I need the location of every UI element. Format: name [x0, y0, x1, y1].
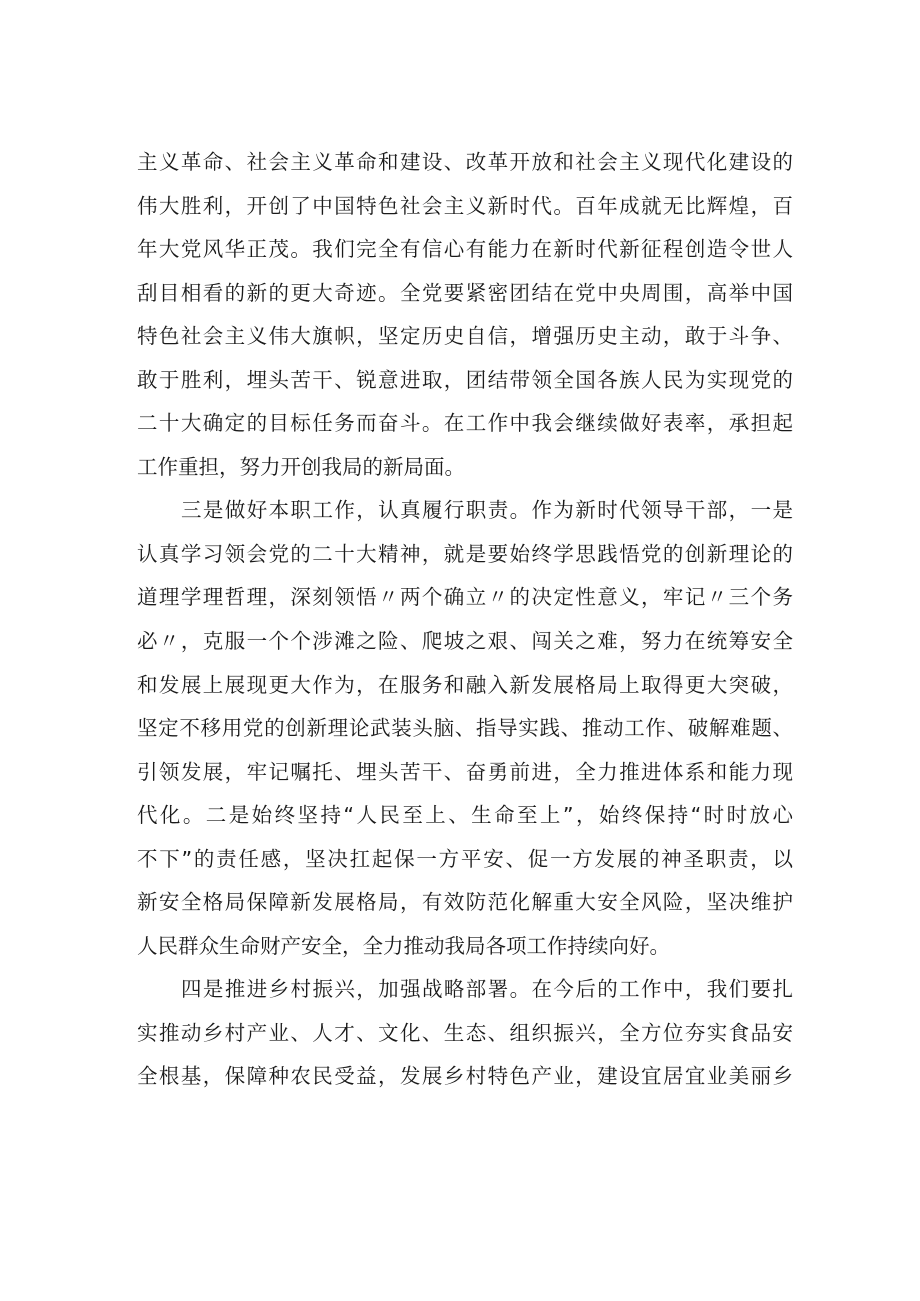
- text-line: 工作重担，努力开创我局的新局面。: [137, 454, 465, 479]
- text-line: 四是推进乡村振兴，加强战略部署。在今后的工作中，我们要扎: [181, 977, 793, 1002]
- paragraph-1: [137, 141, 793, 489]
- text-line: 必〃，克服一个个涉滩之险、爬坡之艰、闯关之难，努力在统筹安全: [137, 629, 793, 654]
- text-line: 道理学理哲理，深刻领悟〃两个确立〃的决定性意义，牢记〃三个务: [137, 585, 793, 610]
- text-line: 不下”的责任感，坚决扛起保一方平安、促一方发展的神圣职责，以: [137, 846, 793, 871]
- document-page: [137, 141, 793, 1099]
- text-line: 伟大胜利，开创了中国特色社会主义新时代。百年成就无比辉煌，百: [137, 193, 793, 218]
- text-line: 全根基，保障种农民受益，发展乡村特色产业，建设宜居宜业美丽乡: [137, 1064, 793, 1089]
- text-line: 年大党风华正茂。我们完全有信心有能力在新时代新征程创造令世人: [137, 237, 793, 262]
- text-line: 人民群众生命财产安全，全力推动我局各项工作持续向好。: [137, 933, 670, 958]
- text-line: 三是做好本职工作，认真履行职责。作为新时代领导干部，一是: [181, 498, 793, 523]
- text-line: 实推动乡村产业、人才、文化、生态、组织振兴，全方位夯实食品安: [137, 1020, 793, 1045]
- text-line: 新安全格局保障新发展格局，有效防范化解重大安全风险，坚决维护: [137, 890, 793, 915]
- text-line: 代化。二是始终坚持“人民至上、生命至上”，始终保持“时时放心: [137, 803, 793, 828]
- text-line: 特色社会主义伟大旗帜，坚定历史自信，增强历史主动，敢于斗争、: [137, 324, 793, 349]
- text-line: 认真学习领会党的二十大精神，就是要始终学思践悟党的创新理论的: [137, 541, 793, 566]
- text-line: 敢于胜利，埋头苦干、锐意进取，团结带领全国各族人民为实现党的: [137, 367, 793, 392]
- paragraph-3: [137, 968, 793, 1099]
- text-line: 坚定不移用党的创新理论武装头脑、指导实践、推动工作、破解难题、: [137, 716, 793, 741]
- text-line: 主义革命、社会主义革命和建设、改革开放和社会主义现代化建设的: [137, 150, 793, 174]
- text-line: 二十大确定的目标任务而奋斗。在工作中我会继续做好表率，承担起: [137, 411, 793, 436]
- text-line: 和发展上展现更大作为，在服务和融入新发展格局上取得更大突破，: [137, 672, 793, 697]
- paragraph-2: [137, 489, 793, 968]
- text-line: 刮目相看的新的更大奇迹。全党要紧密团结在党中央周围，高举中国: [137, 280, 793, 305]
- text-line: 引领发展，牢记嘱托、埋头苦干、奋勇前进，全力推进体系和能力现: [137, 759, 793, 784]
